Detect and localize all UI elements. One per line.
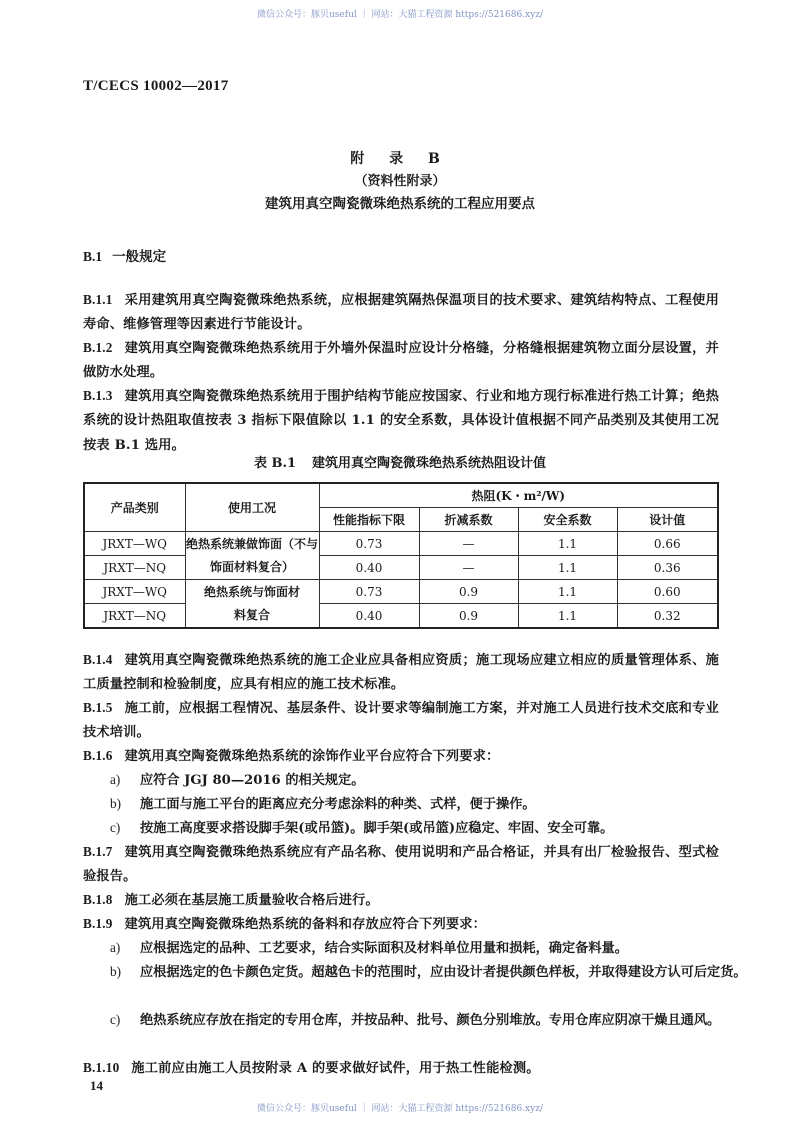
cell-condition: 绝热系统与饰面材料复合 xyxy=(185,580,319,629)
clause-b115 xyxy=(83,696,719,746)
cell-product: JRXT—NQ xyxy=(84,556,185,580)
item-marker: c) xyxy=(110,1012,121,1027)
item-text: 绝热系统应存放在指定的专用仓库，并按品种、批号、颜色分别堆放。专用仓库应阴凉干燥且通风。 xyxy=(140,1013,721,1028)
watermark-bottom: 微信公众号：豚贝useful ｜ 网站：大猫工程资源 https://521686.xyz/ xyxy=(257,1104,543,1114)
watermark-top: 微信公众号：豚贝useful ｜ 网站：大猫工程资源 https://521686.xyz/ xyxy=(257,10,543,20)
cell-safety: 1.1 xyxy=(518,556,617,580)
section-heading xyxy=(83,245,166,265)
clause-text: 建筑用真空陶瓷微珠绝热系统应有产品名称、使用说明和产品合格证，并具有出厂检验报告、型式检验报告。 xyxy=(83,845,719,885)
item-marker: b) xyxy=(110,796,121,811)
header-lower-limit: 性能指标下限 xyxy=(319,508,419,532)
item-marker: a) xyxy=(110,940,121,955)
cell-lower: 0.73 xyxy=(319,580,419,604)
list-item xyxy=(110,816,750,841)
appendix-title: 附 录 B xyxy=(350,151,450,167)
list-item xyxy=(110,1008,750,1033)
clause-text: 建筑用真空陶瓷微珠绝热系统的涂饰作业平台应符合下列要求： xyxy=(124,749,500,764)
cell-safety: 1.1 xyxy=(518,604,617,629)
header-design: 设计值 xyxy=(617,508,718,532)
cell-product: JRXT—WQ xyxy=(84,532,185,556)
thermal-resistance-table xyxy=(83,482,719,629)
clause-number: B.1.1 xyxy=(83,292,113,307)
clause-b118 xyxy=(83,888,719,913)
item-text: 施工面与施工平台的距离应充分考虑涂料的种类、式样，便于操作。 xyxy=(140,797,536,812)
clause-number: B.1.3 xyxy=(83,388,113,403)
clause-number: B.1.9 xyxy=(83,916,113,931)
clause-text: 施工前，应根据工程情况、基层条件、设计要求等编制施工方案，并对施工人员进行技术交底和专业技术培训。 xyxy=(83,701,719,741)
table-header-row xyxy=(84,483,718,508)
cell-design: 0.60 xyxy=(617,580,718,604)
header-product: 产品类别 xyxy=(84,483,185,532)
table-caption xyxy=(0,452,800,471)
cell-reduction: 0.9 xyxy=(419,604,518,629)
cell-reduction: — xyxy=(419,532,518,556)
section-number: B.1 xyxy=(83,249,103,264)
cell-design: 0.32 xyxy=(617,604,718,629)
cell-lower: 0.40 xyxy=(319,556,419,580)
clause-text: 建筑用真空陶瓷微珠绝热系统的备料和存放应符合下列要求： xyxy=(124,917,487,932)
appendix-subtitle: （资料性附录） xyxy=(354,174,446,189)
header-safety: 安全系数 xyxy=(518,508,617,532)
standard-id: T/CECS 10002—2017 xyxy=(83,78,229,94)
table-row xyxy=(84,580,718,604)
clause-number: B.1.8 xyxy=(83,892,113,907)
item-marker: c) xyxy=(110,820,121,835)
list-item xyxy=(110,960,750,985)
item-text: 应根据选定的品种、工艺要求，结合实际面积及材料单位用量和损耗，确定备料量。 xyxy=(140,941,628,956)
cell-lower: 0.40 xyxy=(319,604,419,629)
clause-b116 xyxy=(83,744,719,769)
header-thermal-resistance: 热阻(K・m²/W) xyxy=(319,483,718,508)
cell-design: 0.66 xyxy=(617,532,718,556)
clause-b114 xyxy=(83,648,719,698)
item-text: 应根据选定的色卡颜色定货。超越色卡的范围时，应由设计者提供颜色样板，并取得建设方认可后定货。 xyxy=(140,965,747,980)
table-row xyxy=(84,556,718,580)
clause-b112 xyxy=(83,336,719,386)
cell-safety: 1.1 xyxy=(518,580,617,604)
section-title: 一般规定 xyxy=(112,249,167,265)
header-reduction: 折减系数 xyxy=(419,508,518,532)
list-item xyxy=(110,768,750,793)
table-row xyxy=(84,532,718,556)
clause-number: B.1.5 xyxy=(83,700,113,715)
appendix-heading: 建筑用真空陶瓷微珠绝热系统的工程应用要点 xyxy=(265,196,535,212)
clause-text: 建筑用真空陶瓷微珠绝热系统用于围护结构节能应按国家、行业和地方现行标准进行热工计算；绝热系统的设计热阻取值按表 3 指标下限值除以 1.1 的安全系数，具体设计值根据不同产品类别及其使用工况按表 B.1 选用。 xyxy=(83,389,719,453)
clause-text: 建筑用真空陶瓷微珠绝热系统用于外墙外保温时应设计分格缝，分格缝根据建筑物立面分层设置，并做防水处理。 xyxy=(83,341,719,381)
clause-b113 xyxy=(83,384,719,458)
item-text: 应符合 JGJ 80—2016 的相关规定。 xyxy=(140,773,365,788)
cell-lower: 0.73 xyxy=(319,532,419,556)
item-marker: a) xyxy=(110,772,121,787)
cell-design: 0.36 xyxy=(617,556,718,580)
clause-number: B.1.6 xyxy=(83,748,113,763)
clause-text: 施工必须在基层施工质量验收合格后进行。 xyxy=(124,893,379,908)
cell-safety: 1.1 xyxy=(518,532,617,556)
clause-number: B.1.7 xyxy=(83,844,113,859)
clause-b111 xyxy=(83,288,719,338)
clause-b119 xyxy=(83,912,719,937)
header-condition: 使用工况 xyxy=(185,483,319,532)
table-number: 表 B.1 xyxy=(253,456,297,471)
item-marker: b) xyxy=(110,964,121,979)
page-number: 14 xyxy=(90,1078,103,1093)
cell-condition: 绝热系统兼做饰面（不与饰面材料复合） xyxy=(185,532,319,580)
cell-product: JRXT—NQ xyxy=(84,604,185,629)
clause-number: B.1.4 xyxy=(83,652,113,667)
cell-product: JRXT—WQ xyxy=(84,580,185,604)
clause-text: 施工前应由施工人员按附录 A 的要求做好试件，用于热工性能检测。 xyxy=(131,1061,540,1076)
cell-reduction: — xyxy=(419,556,518,580)
list-item xyxy=(110,936,750,961)
list-item xyxy=(110,792,750,817)
clause-b117 xyxy=(83,840,719,890)
table-row xyxy=(84,604,718,629)
clause-number: B.1.2 xyxy=(83,340,113,355)
clause-number: B.1.10 xyxy=(83,1060,120,1075)
cell-reduction: 0.9 xyxy=(419,580,518,604)
clause-text: 采用建筑用真空陶瓷微珠绝热系统，应根据建筑隔热保温项目的技术要求、建筑结构特点、工程使用寿命、维修管理等因素进行节能设计。 xyxy=(83,293,719,333)
table-title: 建筑用真空陶瓷微珠绝热系统热阻设计值 xyxy=(312,456,547,471)
clause-text: 建筑用真空陶瓷微珠绝热系统的施工企业应具备相应资质；施工现场应建立相应的质量管理体系、施工质量控制和检验制度，应具有相应的施工技术标准。 xyxy=(83,653,719,693)
clause-b1110 xyxy=(83,1056,719,1081)
item-text: 按施工高度要求搭设脚手架(或吊篮)。脚手架(或吊篮)应稳定、牢固、安全可靠。 xyxy=(140,821,614,836)
